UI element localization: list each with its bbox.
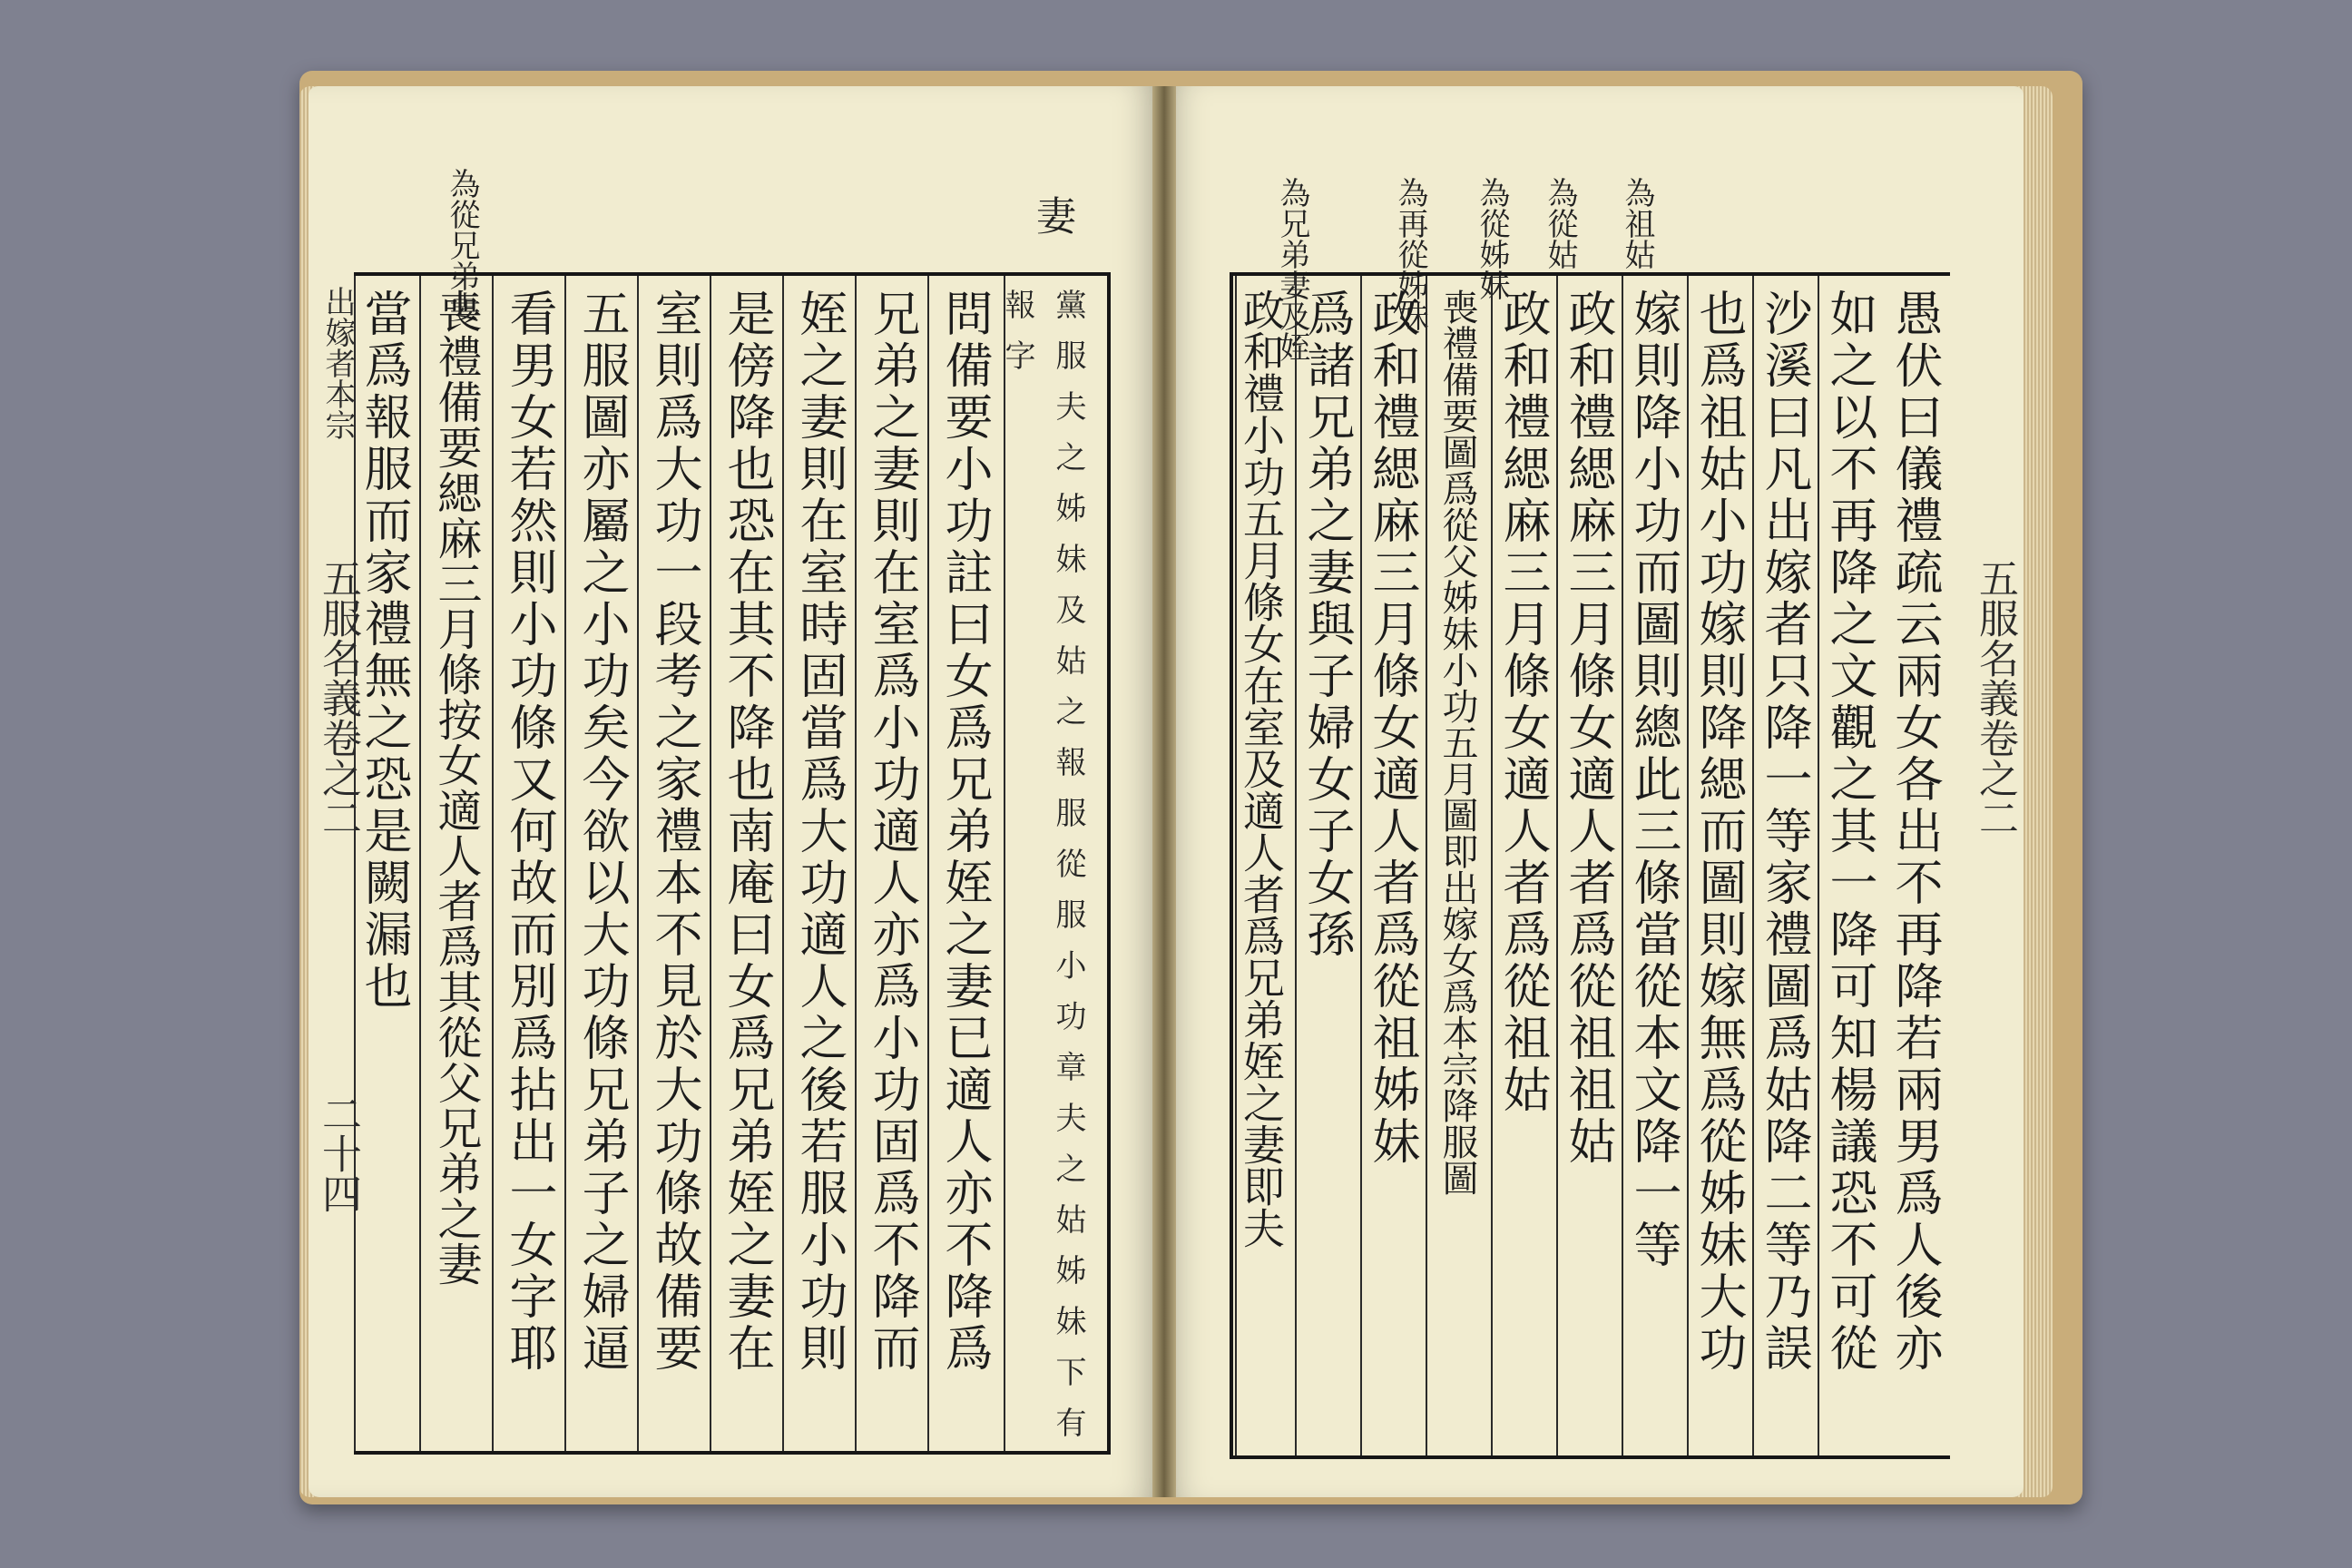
headnote: 為再從姊妹 (1392, 177, 1428, 331)
text-column: 沙溪曰凡出嫁者只降一等家禮圖爲姑降二等乃誤 (1752, 276, 1819, 1455)
headnote: 為從姊妹 (1474, 177, 1510, 300)
text-column: 也爲祖姑小功嫁則降緦而圖則嫁無爲從姊妹大功 (1687, 276, 1754, 1455)
text-column: 兄弟之妻則在室爲小功適人亦爲小功固爲不降而 (855, 276, 927, 1451)
text-column: 黨服夫之姊妹及姑之報服從服小功章夫之姑姊妹下有 (1050, 289, 1086, 1457)
left-page (309, 86, 1157, 1497)
text-column: 政和禮緦麻三月條女適人者爲從祖祖姑 (1556, 276, 1623, 1455)
text-column: 喪禮備要緦麻三月條按女適人者爲其從父兄弟之妻 (419, 276, 492, 1451)
text-column: 是傍降也恐在其不降也南庵曰女爲兄弟姪之妻在 (710, 276, 782, 1451)
text-column: 嫁則降小功而圖則總此三條當從本文降一等 (1622, 276, 1689, 1455)
edge-page-number: 二十四 (315, 1093, 361, 1213)
text-column: 看男女若然則小功條又何故而別爲拈出一女字耶 (492, 276, 564, 1451)
text-column: 政和禮緦麻三月條女適人者爲從祖姑 (1491, 276, 1558, 1455)
text-column: 政和禮緦麻三月條女適人者爲從祖姊妹 (1360, 276, 1427, 1455)
edge-section-title: 出嫁者本宗 (319, 286, 356, 440)
text-column: 喪禮備要圖爲從父姊妹小功五月圖即出嫁女爲本宗降服圖 (1426, 276, 1493, 1455)
headnote: 為從姑 (1542, 177, 1578, 270)
edge-book-title: 五服名義卷之二 (315, 558, 361, 838)
text-column: 當爲報服而家禮無之恐是闕漏也 (354, 276, 419, 1451)
book-gutter (1152, 86, 1176, 1497)
edge-book-title: 五服名義卷之二 (1972, 558, 2018, 838)
text-column: 爲諸兄弟之妻與子婦女子女孫 (1295, 276, 1362, 1455)
text-column: 政和禮小功五月條女在室及適人者爲兄弟姪之妻即夫 (1235, 276, 1297, 1455)
text-column: 室則爲大功一段考之家禮本不見於大功條故備要 (637, 276, 710, 1451)
text-column: 姪之妻則在室時固當爲大功適人之後若服小功則 (782, 276, 855, 1451)
text-column: 報字 (1004, 276, 1053, 1451)
headnote: 為從兄弟妻 (444, 168, 480, 322)
headnote: 妻 (1029, 195, 1075, 235)
text-column: 如之以不再降之文觀之其一降可知楊議恐不可從 (1818, 276, 1885, 1455)
right-page (1166, 86, 2024, 1497)
text-column: 五服圖亦屬之小功矣今欲以大功條兄弟子之婦逼 (564, 276, 637, 1451)
text-column: 愚伏曰儀禮疏云兩女各出不再降若兩男爲人後亦 (1887, 289, 1943, 1375)
text-frame (1230, 272, 1950, 1459)
text-frame (354, 272, 1111, 1455)
text-column: 問備要小功註曰女爲兄弟姪之妻已適人亦不降爲 (927, 276, 1000, 1451)
headnote: 為祖姑 (1619, 177, 1655, 270)
headnote: 為兄弟妻及姪 (1274, 177, 1310, 362)
